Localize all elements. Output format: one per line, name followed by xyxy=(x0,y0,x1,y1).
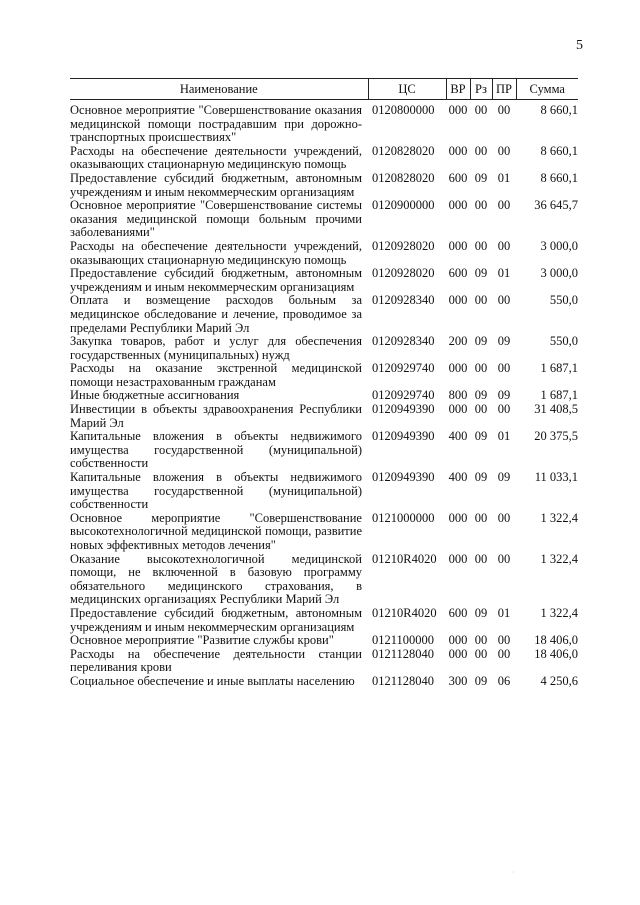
cell-vr: 400 xyxy=(448,470,468,485)
cell-cs: 0121000000 xyxy=(372,510,435,525)
cell-vr: 000 xyxy=(448,646,468,661)
cell-rz: 00 xyxy=(474,103,488,117)
table-row xyxy=(70,240,578,267)
cell-pr: 09 xyxy=(497,388,511,403)
cell-sum: 1 322,4 xyxy=(540,510,578,525)
cell-sum: 1 322,4 xyxy=(540,551,578,566)
cell-name: Инвестиции в объекты здравоохранения Республики Марий Эл xyxy=(70,402,362,430)
table-row xyxy=(70,362,578,389)
cell-rz: 00 xyxy=(474,143,488,158)
cell-rz: 09 xyxy=(474,429,488,444)
cell-vr: 000 xyxy=(448,143,468,158)
cell-vr: 600 xyxy=(448,266,468,281)
table-row xyxy=(70,199,578,240)
cell-name: Оплата и возмещение расходов больным за медицинское обследование и лечение, проводимое за пределами Республики Марий Эл xyxy=(70,293,362,335)
cell-cs: 0120900000 xyxy=(372,198,435,213)
cell-vr: 400 xyxy=(448,429,468,444)
cell-cs: 0120949390 xyxy=(372,470,435,485)
scan-dot: · xyxy=(512,868,515,877)
cell-pr: 01 xyxy=(497,170,511,185)
cell-vr: 000 xyxy=(448,361,468,376)
header-rz: Рз xyxy=(470,79,492,100)
table-body xyxy=(70,100,578,689)
cell-name: Предоставление субсидий бюджетным, автономным учреждениям и иным некоммерческим организациям xyxy=(70,266,362,294)
cell-rz: 00 xyxy=(474,646,488,661)
cell-vr: 000 xyxy=(448,551,468,566)
cell-name: Капитальные вложения в объекты недвижимого имущества государственной (муниципальной) собственности xyxy=(70,470,362,512)
cell-name: Расходы на обеспечение деятельности учреждений, оказывающих стационарную медицинскую помощь xyxy=(70,238,362,267)
cell-pr: 01 xyxy=(497,429,511,444)
cell-rz: 00 xyxy=(474,633,488,648)
table-row xyxy=(70,294,578,335)
cell-name: Расходы на обеспечение деятельности учреждений, оказывающих стационарную медицинскую помощь xyxy=(70,143,362,172)
table-row xyxy=(70,267,578,294)
table-row xyxy=(70,471,578,512)
cell-name: Предоставление субсидий бюджетным, автономным учреждениям и иным некоммерческим организациям xyxy=(70,605,362,634)
cell-rz: 09 xyxy=(474,388,488,403)
cell-cs: 0120929740 xyxy=(372,388,435,403)
table-row xyxy=(70,607,578,634)
cell-name: Основное мероприятие "Совершенствование оказания медицинской помощи пострадавшим при дорожно-транспортных происшествиях" xyxy=(70,103,362,145)
cell-cs: 0120828020 xyxy=(372,170,435,185)
cell-vr: 600 xyxy=(448,605,468,620)
cell-cs: 0120949390 xyxy=(372,429,435,444)
table-row xyxy=(70,335,578,362)
cell-vr: 000 xyxy=(448,633,468,648)
cell-cs: 0121128040 xyxy=(372,673,435,688)
cell-sum: 11 033,1 xyxy=(534,470,578,485)
cell-name: Социальное обеспечение и иные выплаты населению xyxy=(70,673,355,688)
table-header-row xyxy=(70,79,578,100)
cell-pr: 06 xyxy=(497,673,511,688)
cell-name: Закупка товаров, работ и услуг для обеспечения государственных (муниципальных) нужд xyxy=(70,334,362,362)
table-row xyxy=(70,172,578,199)
cell-pr: 00 xyxy=(497,510,511,525)
table-row xyxy=(70,648,578,675)
cell-rz: 09 xyxy=(474,673,488,688)
cell-cs: 0120949390 xyxy=(372,402,435,417)
cell-name: Расходы на оказание экстренной медицинской помощи незастрахованным гражданам xyxy=(70,361,362,389)
cell-rz: 00 xyxy=(474,510,488,525)
cell-rz: 09 xyxy=(474,266,488,281)
cell-name: Основное мероприятие "Совершенствование системы оказания медицинской помощи больным прочими заболеваниями" xyxy=(70,198,362,240)
cell-pr: 00 xyxy=(497,198,511,213)
cell-pr: 00 xyxy=(497,361,511,376)
cell-rz: 00 xyxy=(474,238,488,253)
table-row xyxy=(70,430,578,471)
cell-cs: 0121100000 xyxy=(372,633,435,648)
cell-rz: 09 xyxy=(474,470,488,485)
cell-sum: 3 000,0 xyxy=(540,266,578,281)
cell-name: Основное мероприятие "Совершенствование высокотехнологичной медицинской помощи, развитие новых эффективных методов лечения" xyxy=(70,510,362,552)
cell-vr: 000 xyxy=(448,293,468,308)
cell-pr: 09 xyxy=(497,334,511,349)
cell-sum: 8 660,1 xyxy=(540,170,578,185)
cell-sum: 1 687,1 xyxy=(540,388,578,403)
cell-name: Оказание высокотехнологичной медицинской помощи, не включенной в базовую программу обязательного медицинского страхования, в медицинских организациях Республики Марий Эл xyxy=(70,551,362,607)
cell-pr: 00 xyxy=(497,402,511,417)
cell-rz: 00 xyxy=(474,402,488,417)
cell-sum: 36 645,7 xyxy=(534,198,578,213)
cell-vr: 200 xyxy=(448,334,468,349)
cell-rz: 09 xyxy=(474,170,488,185)
cell-vr: 300 xyxy=(448,673,468,688)
cell-rz: 09 xyxy=(474,605,488,620)
header-sum: Сумма xyxy=(516,79,578,100)
cell-cs: 0120928020 xyxy=(372,238,435,253)
cell-pr: 01 xyxy=(497,266,511,281)
table-row xyxy=(70,100,578,145)
cell-cs: 01210R4020 xyxy=(372,551,437,566)
header-pr: ПР xyxy=(492,79,516,100)
budget-table xyxy=(70,78,578,689)
cell-cs: 0120828020 xyxy=(372,143,435,158)
cell-rz: 09 xyxy=(474,334,488,349)
cell-cs: 0120928340 xyxy=(372,293,435,308)
cell-pr: 00 xyxy=(497,238,511,253)
cell-sum: 1 687,1 xyxy=(540,361,578,376)
cell-cs: 01210R4020 xyxy=(372,605,437,620)
cell-pr: 00 xyxy=(497,293,511,308)
cell-name: Расходы на обеспечение деятельности станции переливания крови xyxy=(70,646,362,675)
cell-sum: 4 250,6 xyxy=(540,673,578,688)
cell-name: Капитальные вложения в объекты недвижимого имущества государственной (муниципальной) собственности xyxy=(70,429,362,471)
cell-vr: 800 xyxy=(448,388,468,403)
cell-vr: 000 xyxy=(448,402,468,417)
cell-sum: 1 322,4 xyxy=(540,605,578,620)
page-number: 5 xyxy=(576,38,583,53)
cell-vr: 600 xyxy=(448,170,468,185)
cell-rz: 00 xyxy=(474,198,488,213)
cell-sum: 31 408,5 xyxy=(534,402,578,417)
cell-rz: 00 xyxy=(474,293,488,308)
table-row xyxy=(70,403,578,430)
header-cs: ЦС xyxy=(368,79,446,100)
cell-pr: 00 xyxy=(497,143,511,158)
cell-cs: 0120928020 xyxy=(372,266,435,281)
header-name: Наименование xyxy=(70,79,368,100)
table-row xyxy=(70,675,578,689)
cell-sum: 8 660,1 xyxy=(540,103,578,117)
cell-cs: 0120928340 xyxy=(372,334,435,349)
cell-sum: 3 000,0 xyxy=(540,238,578,253)
cell-vr: 000 xyxy=(448,510,468,525)
cell-pr: 00 xyxy=(497,103,511,117)
cell-sum: 20 375,5 xyxy=(534,429,578,444)
cell-rz: 00 xyxy=(474,551,488,566)
cell-cs: 0120929740 xyxy=(372,361,435,376)
header-vr: ВР xyxy=(446,79,470,100)
cell-vr: 000 xyxy=(448,103,468,117)
cell-cs: 0121128040 xyxy=(372,646,435,661)
cell-cs: 0120800000 xyxy=(372,103,435,117)
cell-pr: 00 xyxy=(497,633,511,648)
cell-vr: 000 xyxy=(448,198,468,213)
cell-pr: 09 xyxy=(497,470,511,485)
cell-sum: 550,0 xyxy=(549,334,578,349)
table-row xyxy=(70,145,578,172)
cell-name: Иные бюджетные ассигнования xyxy=(70,388,240,403)
cell-pr: 00 xyxy=(497,646,511,661)
cell-sum: 550,0 xyxy=(549,293,578,308)
cell-vr: 000 xyxy=(448,238,468,253)
cell-name: Предоставление субсидий бюджетным, автономным учреждениям и иным некоммерческим организациям xyxy=(70,170,362,199)
table-row xyxy=(70,389,578,403)
cell-rz: 00 xyxy=(474,361,488,376)
cell-pr: 00 xyxy=(497,551,511,566)
cell-sum: 18 406,0 xyxy=(534,646,578,661)
cell-pr: 01 xyxy=(497,605,511,620)
table-row xyxy=(70,634,578,648)
cell-sum: 18 406,0 xyxy=(534,633,578,648)
table-row xyxy=(70,553,578,607)
cell-sum: 8 660,1 xyxy=(540,143,578,158)
cell-name: Основное мероприятие "Развитие службы крови" xyxy=(70,633,334,648)
table-row xyxy=(70,512,578,553)
